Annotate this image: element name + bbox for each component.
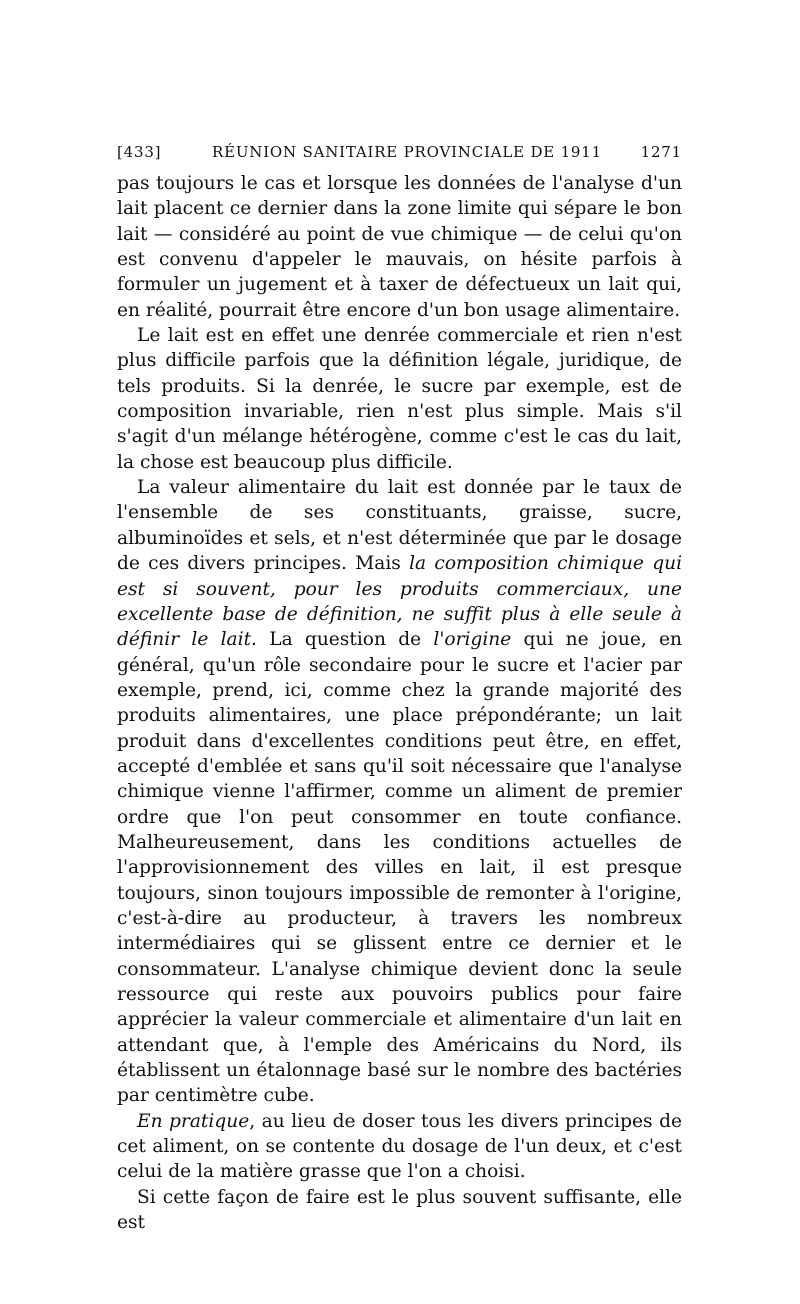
header-bracket-number: [433]: [117, 143, 162, 161]
paragraph-3-part-c: La question de: [256, 629, 434, 651]
body-text: [117, 171, 682, 1235]
book-page: [117, 143, 682, 1235]
paragraph-3-italic-origine: l'origine: [433, 629, 512, 651]
paragraph-5: Si cette façon de faire est le plus souvent suffisante, elle est: [117, 1186, 682, 1234]
paragraph-1: pas toujours le cas et lorsque les données de l'analyse d'un lait placent ce dernier dans la zone limite qui sépare le bon lait — considéré au point de vue chimique — de celui qu'on est convenu d'appeler le mauvais, on hésite parfois à formuler un jugement et à taxer de défectueux un lait qui, en réalité, pourrait être encore d'un bon usage alimentaire.: [117, 173, 682, 321]
paragraph-3-part-a: La valeur alimentaire du lait est donnée par le taux de l'ensemble de ses constituants, graisse, sucre, albuminoïdes et sels, et n'est déterminée que par le dosage de ces divers principes. Mais: [117, 477, 682, 575]
paragraph-2: Le lait est en effet une denrée commerciale et rien n'est plus difficile parfois que la définition légale, juridique, de tels produits. Si la denrée, le sucre par exemple, est de composition invariable, rien n'est plus simple. Mais s'il s'agit d'un mélange hétérogène, comme c'est le cas du lait, la chose est beaucoup plus difficile.: [117, 325, 682, 473]
page-number: 1271: [640, 143, 682, 161]
paragraph-3-part-e: qui ne joue, en général, qu'un rôle secondaire pour le sucre et l'acier par exemple, prend, ici, comme chez la grande majorité des produits alimentaires, une place prépondérante; un lait produit dans d'excellentes conditions peut être, en effet, accepté d'emblée et sans qu'il soit nécessaire que l'analyse chimique vienne l'affirmer, comme un aliment de premier ordre que l'on peut consommer en toute confiance. Malheureusement, dans les conditions actuelles de l'approvisionnement des villes en lait, il est presque toujours, sinon toujours impossible de remonter à l'origine, c'est-à-dire au producteur, à travers les nombreux intermédiaires qui se glissent entre ce dernier et le consommateur. L'analyse chimique devient donc la seule ressource qui reste aux pouvoirs publics pour faire apprécier la valeur commerciale et alimentaire d'un lait en attendant que, à l'emple des Américains du Nord, ils établissent un étalonnage basé sur le nombre des bactéries par centimètre cube.: [117, 629, 682, 1107]
paragraph-4-italic-en-pratique: En pratique: [137, 1110, 250, 1132]
paragraph-3-italic-definition: la composition chimique qui est si souvent, pour les produits commerciaux, une excellente base de définition, ne suffit plus à elle seule à définir le lait.: [117, 553, 683, 651]
paragraph-3: [117, 475, 682, 1109]
paragraph-4: [117, 1109, 682, 1185]
header-title: RÉUNION SANITAIRE PROVINCIALE DE 1911: [211, 143, 602, 161]
running-header: [117, 143, 682, 161]
paragraph-4-rest: , au lieu de doser tous les divers principes de cet aliment, on se contente du dosage de l'un deux, et c'est celui de la matière grasse que l'on a choisi.: [117, 1110, 682, 1183]
